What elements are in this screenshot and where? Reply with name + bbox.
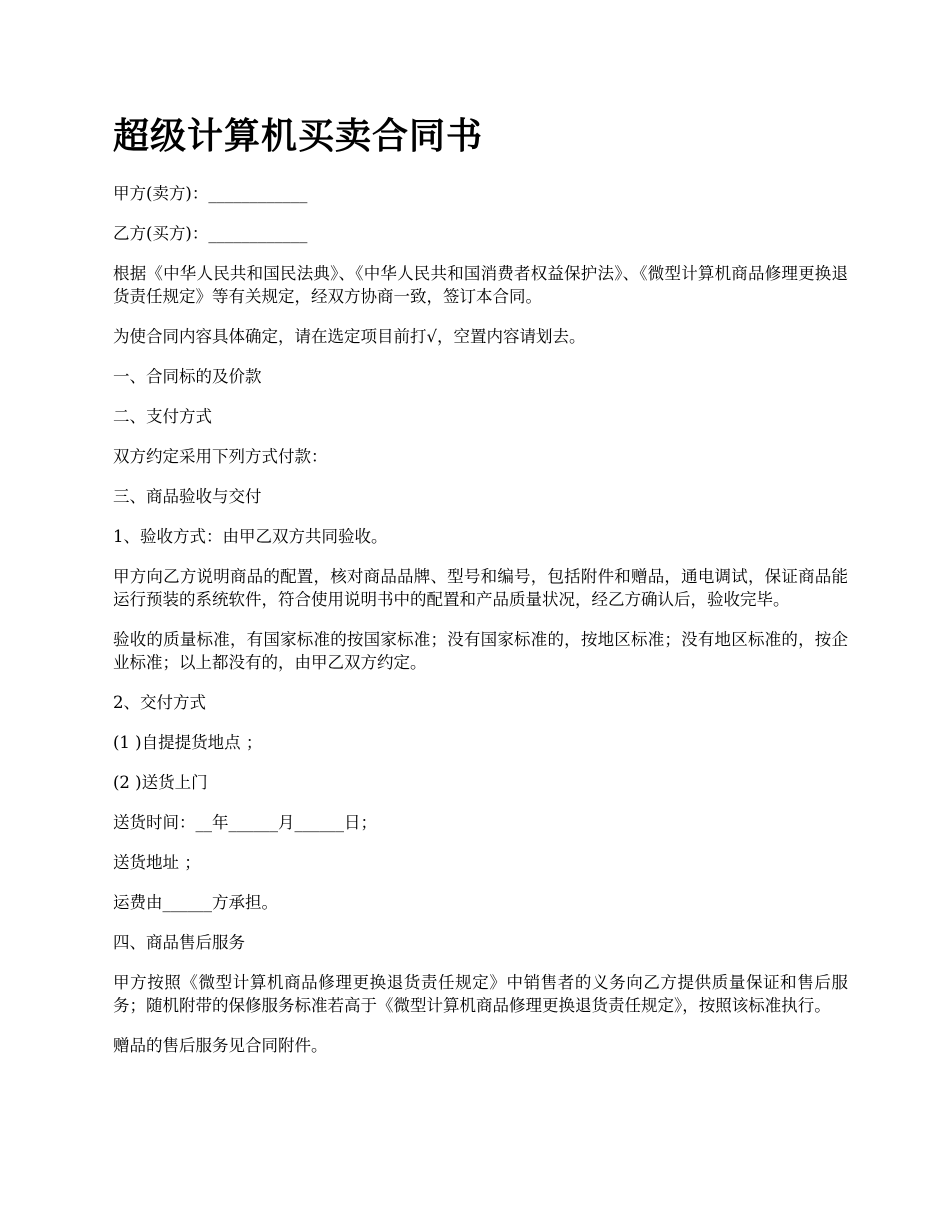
legal-basis-paragraph: 根据《中华人民共和国民法典》、《中华人民共和国消费者权益保护法》、《微型计算机商品修理更换退货责任规定》等有关规定，经双方协商一致，签订本合同。 — [113, 264, 848, 306]
pickup-option-line: (1 )自提提货地点 ； — [113, 733, 263, 752]
party-a-line: 甲方(卖方)：____________ — [113, 184, 308, 203]
acceptance-detail-paragraph: 甲方向乙方说明商品的配置，核对商品品牌、型号和编号，包括附件和赠品，通电调试，保证商品能运行预装的系统软件，符合使用说明书中的配置和产品质量状况，经乙方确认后，验收完毕。 — [113, 567, 848, 609]
delivery-address-line: 送货地址 ； — [113, 853, 201, 872]
document-page — [113, 112, 848, 1074]
instruction-paragraph: 为使合同内容具体确定，请在选定项目前打√，空置内容请划去。 — [113, 327, 586, 346]
delivery-time-line: 送货时间：__年______月______日； — [113, 813, 377, 832]
acceptance-method-line: 1、验收方式：由甲乙双方共同验收。 — [113, 527, 388, 546]
party-b-line: 乙方(买方)：____________ — [113, 224, 308, 243]
home-delivery-option-line: (2 )送货上门 — [113, 773, 208, 792]
delivery-method-heading: 2、交付方式 — [113, 693, 206, 712]
section-heading-after-sales: 四、商品售后服务 — [113, 933, 245, 952]
after-sales-paragraph: 甲方按照《微型计算机商品修理更换退货责任规定》中销售者的义务向乙方提供质量保证和售后服务；随机附带的保修服务标准若高于《微型计算机商品修理更换退货责任规定》，按照该标准执行。 — [113, 973, 848, 1015]
gift-service-line: 赠品的售后服务见合同附件。 — [113, 1036, 328, 1055]
shipping-cost-line: 运费由______方承担。 — [113, 893, 278, 912]
payment-method-paragraph: 双方约定采用下列方式付款： — [113, 447, 328, 466]
section-heading-payment: 二、支付方式 — [113, 407, 212, 426]
section-heading-acceptance-delivery: 三、商品验收与交付 — [113, 487, 262, 506]
section-heading-subject-price: 一、合同标的及价款 — [113, 367, 262, 386]
quality-standard-paragraph: 验收的质量标准，有国家标准的按国家标准；没有国家标准的，按地区标准；没有地区标准的，按企业标准；以上都没有的，由甲乙双方约定。 — [113, 630, 848, 672]
document-title: 超级计算机买卖合同书 — [113, 115, 484, 157]
